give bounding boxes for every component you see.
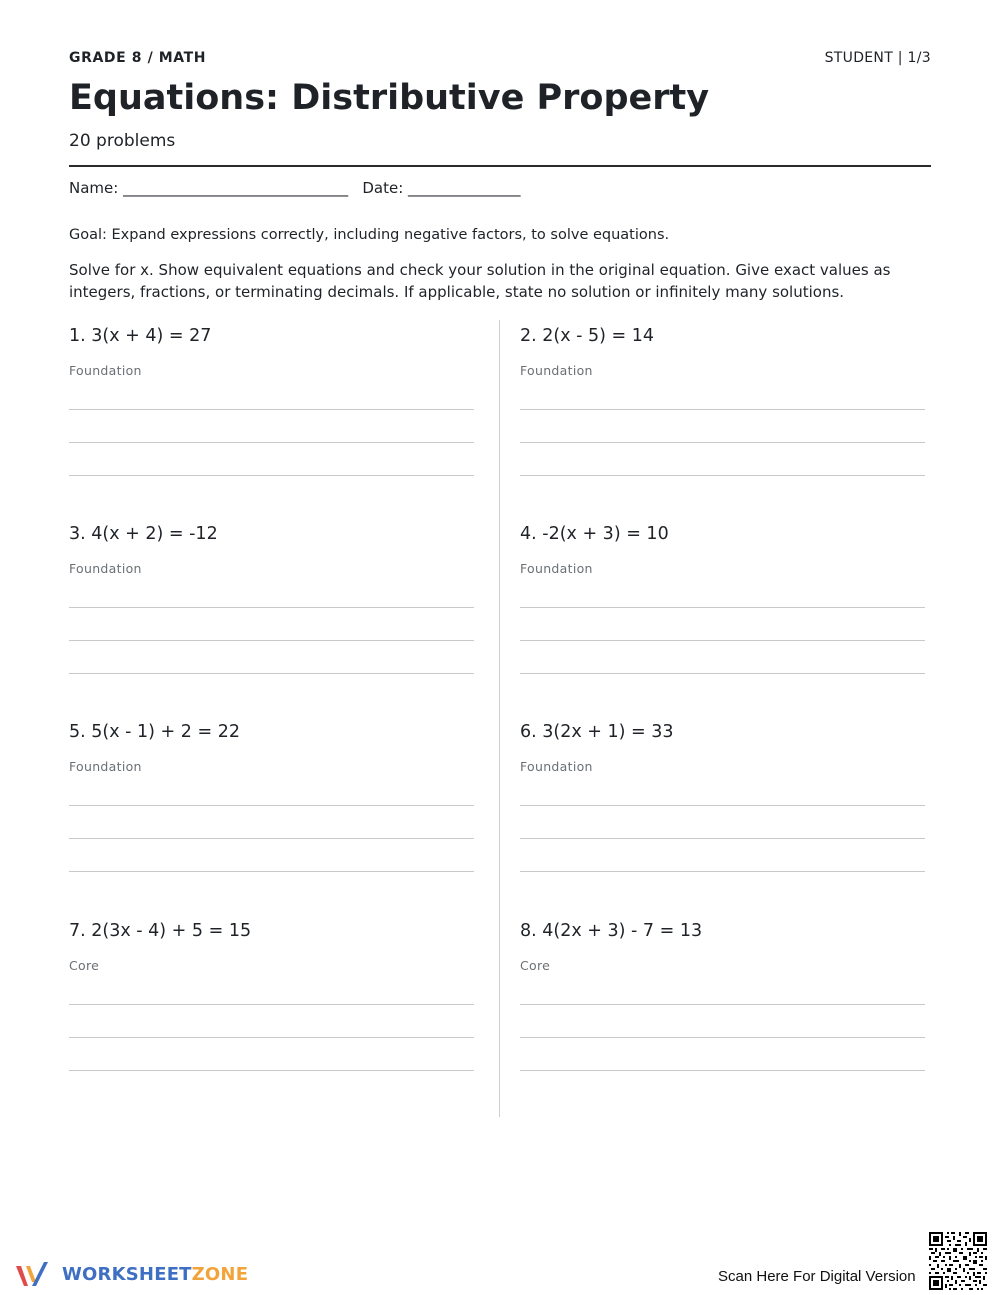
column-divider	[499, 320, 500, 1117]
logo-text-zone: ZONE	[191, 1264, 249, 1285]
problem-equation: 4. -2(x + 3) = 10	[520, 524, 669, 544]
worksheetzone-logo-icon	[14, 1260, 56, 1290]
problem-2	[520, 326, 925, 506]
answer-line[interactable]	[69, 1037, 474, 1038]
answer-line[interactable]	[520, 1070, 925, 1071]
answer-line[interactable]	[520, 1037, 925, 1038]
answer-line[interactable]	[69, 838, 474, 839]
answer-line[interactable]	[520, 805, 925, 806]
answer-line[interactable]	[520, 640, 925, 641]
problem-equation: 7. 2(3x - 4) + 5 = 15	[69, 921, 252, 941]
page-info: STUDENT | 1/3	[824, 50, 931, 66]
problem-5	[69, 722, 474, 902]
problem-level: Core	[69, 958, 100, 973]
problem-count: 20 problems	[69, 131, 176, 151]
answer-line[interactable]	[69, 475, 474, 476]
problem-level: Foundation	[520, 561, 593, 576]
problem-1	[69, 326, 474, 506]
problem-equation: 2. 2(x - 5) = 14	[520, 326, 655, 346]
problem-equation: 5. 5(x - 1) + 2 = 22	[69, 722, 240, 742]
answer-line[interactable]	[520, 673, 925, 674]
problem-equation: 8. 4(2x + 3) - 7 = 13	[520, 921, 703, 941]
problem-8	[520, 921, 925, 1101]
answer-line[interactable]	[69, 871, 474, 872]
goal-text: Goal: Expand expressions correctly, including negative factors, to solve equations.	[69, 227, 670, 243]
answer-line[interactable]	[69, 805, 474, 806]
problem-level: Foundation	[520, 759, 593, 774]
problem-level: Foundation	[69, 561, 142, 576]
worksheetzone-logo[interactable]	[14, 1260, 249, 1290]
page-title: Equations: Distributive Property	[69, 78, 710, 118]
problem-level: Foundation	[520, 363, 593, 378]
problem-6	[520, 722, 925, 902]
instructions-text: Solve for x. Show equivalent equations and check your solution in the original equation. Give exact values as integers, fractions, or terminating decimals. If applicable, state no solution or infinitely many solutions.	[69, 261, 891, 301]
problem-equation: 6. 3(2x + 1) = 33	[520, 722, 674, 742]
problem-4	[520, 524, 925, 704]
answer-line[interactable]	[520, 475, 925, 476]
problem-3	[69, 524, 474, 704]
answer-line[interactable]	[520, 838, 925, 839]
answer-line[interactable]	[69, 442, 474, 443]
scan-label: Scan Here For Digital Version	[718, 1268, 916, 1285]
logo-text-worksheet: WORKSHEET	[62, 1264, 192, 1285]
answer-line[interactable]	[69, 673, 474, 674]
answer-line[interactable]	[69, 640, 474, 641]
answer-line[interactable]	[69, 409, 474, 410]
name-date-fields: Name: ______________________________ Date: _______________	[69, 179, 521, 197]
answer-line[interactable]	[69, 1070, 474, 1071]
answer-line[interactable]	[69, 1004, 474, 1005]
answer-line[interactable]	[69, 607, 474, 608]
problem-level: Core	[520, 958, 551, 973]
grade-subject: GRADE 8 / MATH	[69, 50, 207, 66]
answer-line[interactable]	[520, 607, 925, 608]
answer-line[interactable]	[520, 1004, 925, 1005]
problem-equation: 3. 4(x + 2) = -12	[69, 524, 218, 544]
problem-7	[69, 921, 474, 1101]
qr-code-icon[interactable]	[929, 1232, 987, 1290]
problem-equation: 1. 3(x + 4) = 27	[69, 326, 212, 346]
problem-level: Foundation	[69, 759, 142, 774]
answer-line[interactable]	[520, 442, 925, 443]
header-divider	[69, 165, 931, 167]
answer-line[interactable]	[520, 871, 925, 872]
answer-line[interactable]	[520, 409, 925, 410]
problem-level: Foundation	[69, 363, 142, 378]
header-topline	[69, 50, 931, 70]
